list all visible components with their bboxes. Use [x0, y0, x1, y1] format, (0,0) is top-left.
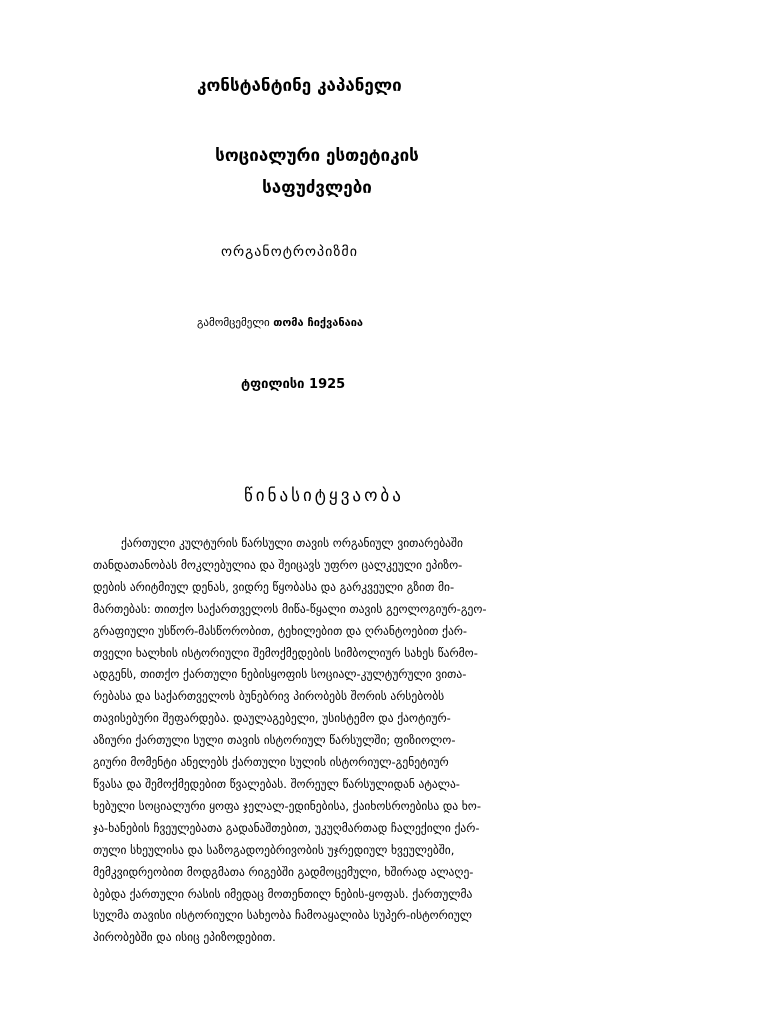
paragraph-line: სულმა თავისი ისტორიული სახეობა ჩამოაყალიბა სუპერ-ისტორიულ	[93, 908, 472, 923]
preface-heading: წინასიტყვაობა	[244, 486, 404, 506]
publisher-label: გამომცემელი	[197, 316, 270, 329]
paragraph-line: ქართული კულტურის წარსული თავის ორგანიულ ვითარებაში	[121, 536, 463, 550]
paragraph-line: დების არიტმიულ დენას, ვიდრე წყობასა და გარკვეული გზით მი-	[93, 579, 455, 594]
book-subtitle: ორგანოტროპიზმი	[221, 244, 358, 260]
paragraph-line: თავისებური შეფარდება. დაულაგებელი, უსისტემო და ქაოტიურ-	[93, 711, 451, 726]
preface-paragraph	[93, 533, 563, 949]
paragraph-line: ბებდა ქართული რასის იმედაც მოთენთილ ნების-ყოფას. ქართულმა	[93, 886, 473, 901]
place-and-year: ტფილისი 1925	[241, 377, 346, 392]
paragraph-line: მართებას: თითქო საქართველოს მიწა-წყალი თავის გეოლოგიურ-გეო-	[93, 601, 487, 616]
paragraph-line: პირობებში და ისიც ეპიზოდებით.	[93, 930, 276, 945]
book-title-line-2: საფუძვლები	[262, 178, 372, 198]
book-title	[197, 140, 437, 204]
publisher-line	[197, 316, 363, 329]
paragraph-line: თული სხეულისა და საზოგადოებრივობის უჯრედიულ ხვეულებში,	[93, 842, 455, 857]
book-title-line-1: სოციალური ესთეტიკის	[215, 146, 419, 166]
paragraph-line: გიური მომენტი ანელებს ქართული სულის ისტორიულ-გენეტიურ	[93, 755, 449, 770]
paragraph-line: წვასა და შემოქმედებით წვალებას. შორეულ წარსულიდან ატალა-	[93, 776, 460, 791]
paragraph-line: ხებული სოციალური ყოფა ჯელალ-ედინებისა, ქაიხოსროებისა და ხო-	[93, 798, 481, 813]
paragraph-line: რებასა და საქართველოს ბუნებრივ პირობებს შორის არსებობს	[93, 689, 445, 704]
paragraph-line: მემკვიდრეობით მოდგმათა რიგებში გადმოცემული, ხშირად ალაღე-	[93, 864, 474, 879]
author-name: კონსტანტინე კაპანელი	[197, 76, 402, 96]
publisher-name: თომა ჩიქვანაია	[273, 316, 364, 329]
paragraph-line: თველი ხალხის ისტორიული შემოქმედების სიმბოლიურ სახეს წარმო-	[93, 645, 478, 660]
paragraph-line: აზიური ქართული სული თავის ისტორიულ წარსულში; ფიზიოლო-	[93, 733, 456, 748]
paragraph-line: გრაფიული უსწორ-მასწორობით, ტეხილებით და ღრანტოებით ქარ-	[93, 623, 468, 638]
paragraph-line: თანდათანობას მოკლებულია და შეიცავს უფრო ცალკეული ეპიზო-	[93, 557, 463, 572]
paragraph-line: ჯა-ხანების ჩვეულებათა გადანაშთებით, უკუღმართად ჩალექილი ქარ-	[93, 820, 480, 835]
paragraph-line: ადგენს, თითქო ქართული ნებისყოფის სოციალ-კულტურული ვითა-	[93, 667, 467, 682]
